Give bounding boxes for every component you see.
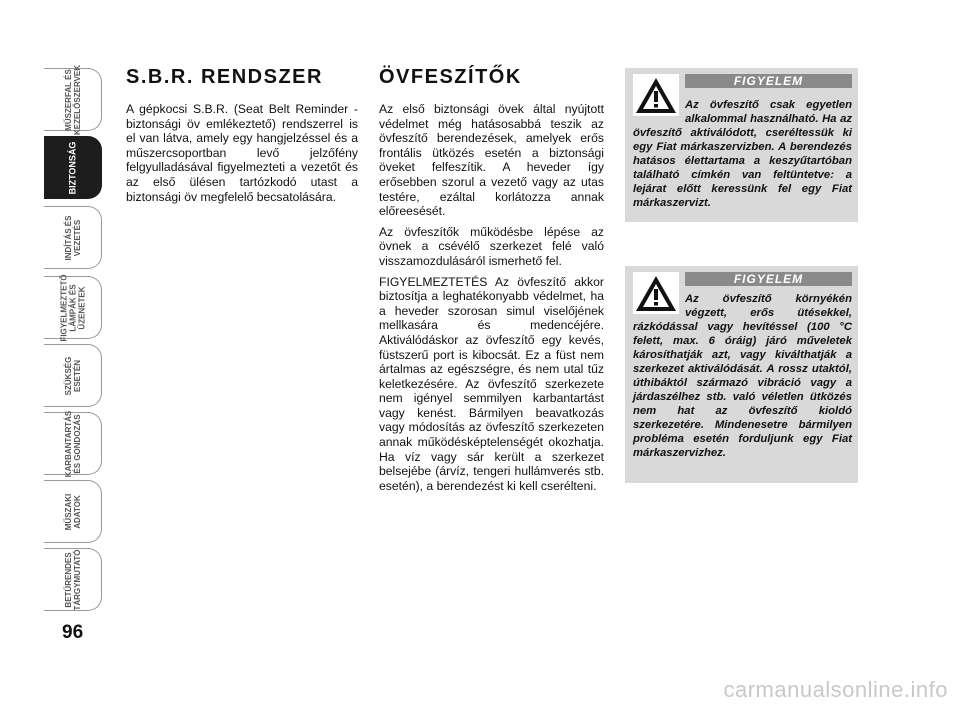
tab-label: MŰSZAKI ADATOK — [63, 493, 82, 530]
tab-warning-lights[interactable] — [44, 273, 102, 342]
tab-label: KARBANTARTÁS ÉS GONDOZÁS — [63, 410, 82, 477]
tab-maintenance[interactable] — [44, 412, 102, 475]
tab-label: BIZTONSÁG — [67, 141, 77, 194]
paragraph: FIGYELMEZTETÉS Az övfeszítő akkor biztosítja a leghatékonyabb védelmet, ha a heveder szorosan simul viselőjének mellkasára és medencéjére. Aktiválódáskor az övfeszítő egy kevés, füstszerű port is kibocsát. Ez a füst nem ártalmas az egészségre, és nem utal tűz keletkezésére. Az övfeszítő szerkezete nem igényel semmilyen karbantartást vagy kenést. Bármilyen beavatkozás vagy módosítás az övfeszítő szerkezeten annak működésképtelenségét okozhatja. Ha víz vagy sár került a szerkezet belsejébe (árvíz, tengeri hullámverés stb. esetén), a berendezést ki kell cserélteni. — [379, 274, 604, 493]
tab-starting-driving[interactable] — [44, 206, 102, 269]
tab-safety[interactable] — [44, 136, 102, 199]
sbr-heading: S.B.R. RENDSZER — [126, 66, 323, 88]
tab-label: INDÍTÁS ÉS VEZETÉS — [63, 215, 82, 260]
warning-box — [625, 266, 858, 483]
tab-label: BETŰRENDES TÁRGYMUTATÓ — [63, 548, 82, 611]
sbr-text — [126, 102, 358, 210]
tab-label: SZÜKSÉG ESETÉN — [63, 356, 82, 395]
warning-text-content: Az övfeszítő környékén végzett, erős ütésekkel, rázkódással vagy hevítéssel (100 °C felett, max. 6 óráig) járó műveletek károsíthatják azt, vagy kiválthatják a szerkezet aktiválódását. A rossz utaktól, úthibáktól származó vibráció vagy a járdaszélhez stb. való véletlen ütközés nem hat az övfeszítő kioldó szerkezetére. Mindenesetre bármilyen probléma esetén forduljunk egy Fiat márkaszervizhez. — [633, 293, 852, 459]
paragraph: Az övfeszítők működésbe lépése az övnek a csévélő szerkezet felé való visszamozdulásáról ismerhető fel. — [379, 224, 604, 268]
tab-label: FIGYELMEZTETŐ LÁMPÁK ÉS ÜZENETEK — [59, 273, 86, 342]
warning-box — [625, 68, 858, 222]
pretensioner-heading: ÖVFESZÍTŐK — [379, 66, 522, 88]
paragraph: Az első biztonsági övek által nyújtott védelmet még hatásosabbá teszik az övfeszítő berendezések, amelyek erős frontális ütközés esetén a biztonsági öveket felfeszítik. A heveder így erősebben szorul a vezető vagy az utas testére, ezáltal korlátozza annak előreesését. — [379, 102, 604, 219]
tab-controls[interactable] — [44, 64, 102, 135]
tab-emergency[interactable] — [44, 344, 102, 407]
paragraph: A gépkocsi S.B.R. (Seat Belt Reminder - biztonsági öv emlékeztető) rendszerrel is el van látva, amely egy hangjelzéssel és a műszercsoportban levő jelzőfény felgyulladásával figyelmezteti a vezetőt és az első ülésen tartózkodó utast a biztonsági öv megfelelő becsatolására. — [126, 102, 358, 204]
pretensioner-text — [379, 102, 604, 499]
tab-label: MŰSZERFAL ÉS KEZELŐSZERVEK — [63, 64, 82, 135]
warning-title: FIGYELEM — [685, 272, 852, 286]
watermark: carmanualsonline.info — [723, 677, 948, 702]
tab-index[interactable] — [44, 548, 102, 611]
tab-technical-data[interactable] — [44, 480, 102, 543]
warning-text — [633, 292, 852, 460]
warning-text — [633, 98, 852, 210]
page-number: 96 — [62, 622, 84, 643]
warning-title: FIGYELEM — [685, 74, 852, 88]
warning-text-content: Az övfeszítő csak egyetlen alkalommal használható. Ha az övfeszítő aktiválódott, cseréltessük ki egy Fiat márkaszervizben. A berendezés hatásos élettartama a keszyűtartóban található címkén van feltüntetve: a lejárat előtt keressünk fel egy Fiat márkaszervizt. — [633, 99, 852, 209]
